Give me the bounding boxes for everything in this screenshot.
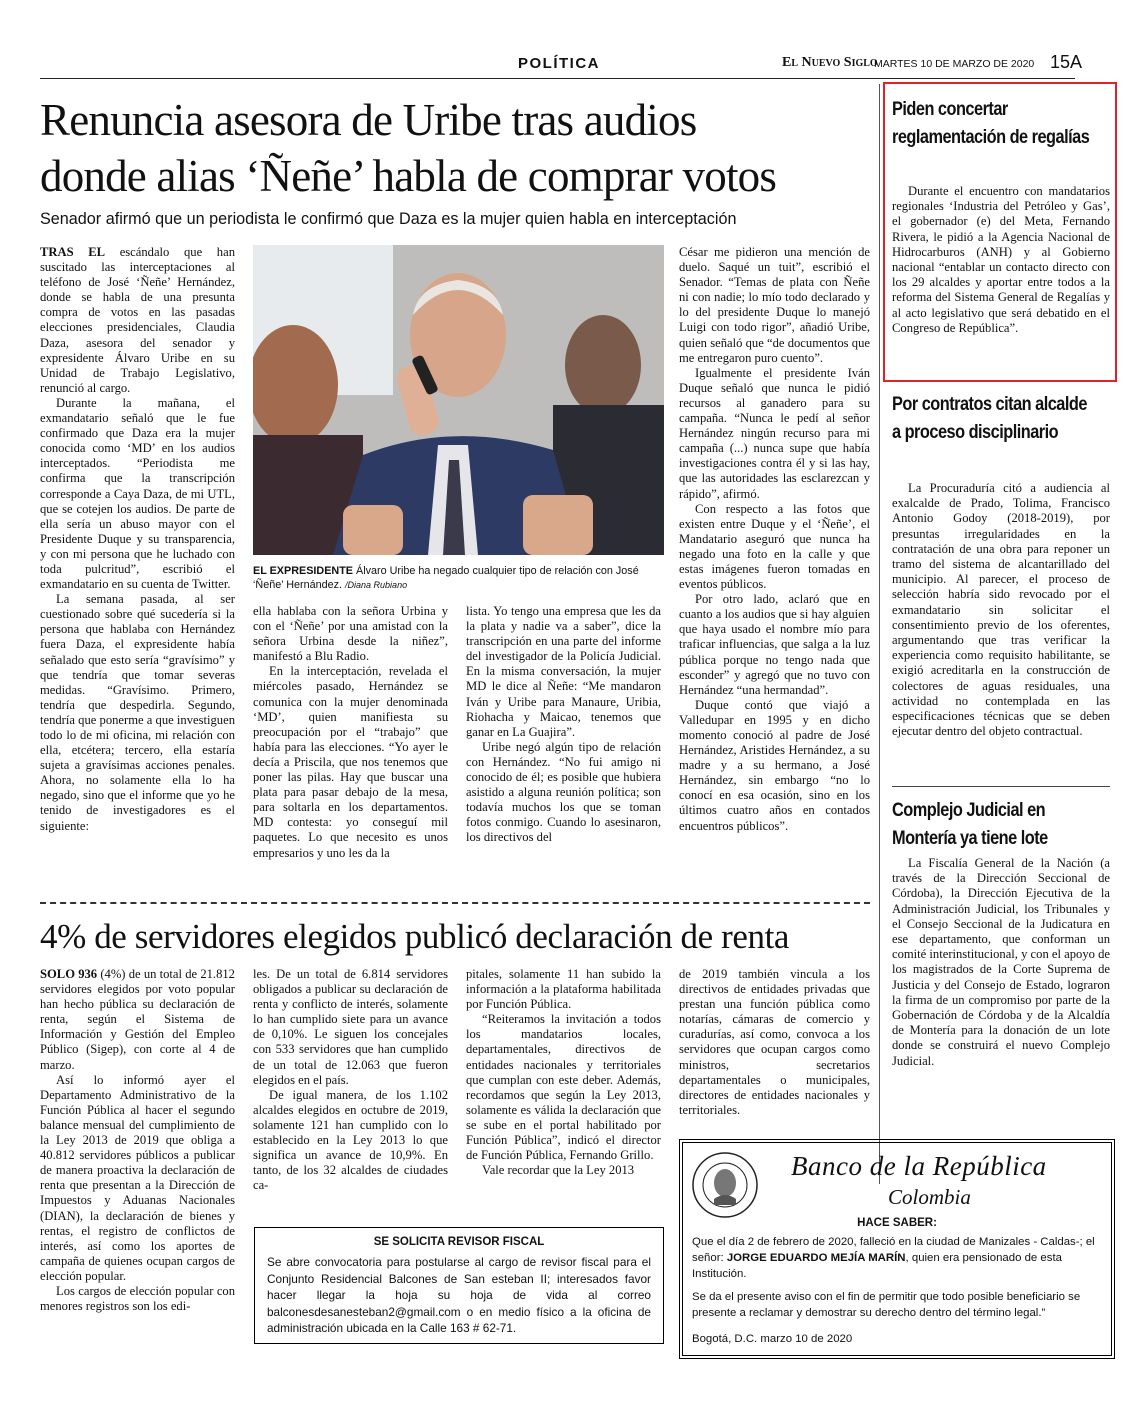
deceased-name: JORGE EDUARDO MEJÍA MARÍN — [726, 1252, 906, 1264]
sidebar-body-complejo — [892, 856, 1110, 1069]
paragraph: Vale recordar que la Ley 2013 — [482, 1163, 635, 1178]
banco-notice-1 — [692, 1234, 1102, 1282]
paragraph: Uribe negó algún tipo de relación con Hernández. “No fui amigo ni conocido de él; es posible que hubiera asistido a alguna reunión política; son todavía muchos los que se toman fotos conmigo. Cuando lo asesinaron, los directivos del — [466, 739, 661, 845]
notice-text: Que el día 2 de febrero de 2020, falleció en la ciudad de Manizales - Caldas-; el señor: — [692, 1236, 1095, 1264]
main-lead-word: TRAS EL — [40, 245, 106, 259]
paragraph: La Fiscalía General de la Nación (a través de la Dirección Seccional de Córdoba), la Dirección Ejecutiva de la Administración Judicial, los Tribunales y el Consejo Seccional de la Judicatura en ese departamento, que conforman un comité interinstitucional, y con el apoyo de los magistrados de la Corte Suprema de Justicia y del Consejo de Estado, lograron la firma de un compromiso por parte de la Gobernación de Córdoba y de la Alcaldía de Montería para la donación de un lote donde se construirá el nuevo Complejo Judicial. — [892, 856, 1110, 1068]
main-headline-line-1: Renuncia asesora de Uribe tras audios — [40, 95, 697, 145]
paragraph: lista. Yo tengo una empresa que les da la plata y nadie va a saber”, dice la transcripción en una parte del informe del investigador de la Policía Judicial. En la misma conversación, la mujer MD le dice al Ñeñe: “Me mandaron Iván y Uribe para Manaure, Uribia, Riohacha y Maicao, tenemos que ganar en La Guajira”. — [466, 604, 661, 739]
revisor-fiscal-ad — [254, 1227, 664, 1344]
seal-icon — [691, 1151, 759, 1219]
paragraph: Con respecto a las fotos que existen entre Duque y el ‘Ñeñe’, el Mandatario aseguró que nunca ha negado una foto en la calle y que estas imágenes fueron tomadas en eventos públicos. — [679, 501, 870, 592]
paragraph: Durante el encuentro con mandatarios regionales ‘Industria del Petróleo y Gas’, el gobernador (e) del Meta, Fernando Rivera, le pidió a la Agencia Nacional de Hidrocarburos (ANH) y al Gobierno nacional “entablar un contacto directo con los 29 alcaldes y aportar entre todos a la reforma del Sistema General de Regalías y al acto legislativo que será debatido en el Congreso de República”. — [892, 184, 1110, 335]
main-article-column-4 — [679, 245, 870, 834]
article-separator — [40, 902, 870, 904]
paragraph: Duque contó que viajó a Valledupar en 1995 y en dicho momento conoció al padre de José Hernández, Aristides Hernández, a su madre y a su hermano, a José Hernández, sin embargo “no lo conocí en esa ocasión, sino en los últimos cuatro años en contados encuentros públicos”. — [679, 697, 870, 833]
sidebar-divider — [879, 84, 880, 1184]
sidebar-title-complejo: Complejo Judicial en Montería ya tiene lote — [892, 800, 1048, 849]
page-number: 15A — [1050, 52, 1083, 72]
notice-text: , quien era pensionado de esta Institución. — [692, 1252, 1062, 1280]
paragraph: Por otro lado, aclaró que en cuanto a los audios que si hay alguien que haya usado el nombre mío para traficar influencias, que salga a la luz pública porque no tengo nada que esconder” y agregó que no tuvo con Hernández “una hermandad”. — [679, 592, 870, 697]
ad-body: Se abre convocatoria para postularse al cargo de revisor fiscal para el Conjunto Residencial Balcones de San esteban II; interesados favor hacer llegar la hoja su hoja de vida al correo balconesdesanesteban2@gmail.com o en medio físico a la oficina de administración ubicada en la Calle 163 # 62-71. — [267, 1255, 651, 1336]
banco-seal-logo — [691, 1151, 759, 1219]
paragraph: Durante la mañana, el exmandatario señaló que le fue confirmado que Daza era la mujer conocida como ‘MD’ en los audios interceptados. “Periodista me confirma que la transcripción corresponde a Caya Daza, de mi UTL, que se cotejen los audios. De parte de ella sería un abuso mayor con el Presidente Duque y su transparencia, y con mi persona que he luchado con toda pulcritud”, escribió el exmandatario en su cuenta de Twitter. — [40, 395, 235, 592]
second-article-column-2 — [253, 967, 448, 1193]
main-article-column-1 — [40, 245, 235, 834]
second-article-column-3 — [466, 967, 661, 1178]
second-headline: 4% de servidores elegidos publicó declaración de renta — [40, 917, 790, 956]
paragraph: Igualmente el presidente Iván Duque señaló que nunca le pidió recursos al ganadero para su campaña. “Nunca le pedí al señor Hernández ningún recurso para mi campaña (...) nunca supe que había investigaciones contra él y si las hay, que las autoridades las esclarezcan y rápido”, afirmó. — [679, 365, 870, 501]
sidebar-body-regalias — [892, 184, 1110, 336]
sidebar-title-regalias: Piden concertar reglamentación de regalías — [892, 99, 1090, 148]
banco-notice-2: Se da el presente aviso con el fin de permitir que todo posible beneficiario se presente a reclamar y demostrar su derecho dentro del término legal.” — [692, 1291, 1081, 1319]
paragraph: “Reiteramos la invitación a todos los mandatarios locales, departamentales, directivos de entidades nacionales y territoriales que cumplan con este deber. Además, recordamos que según la Ley 2013, solamente es válida la declaración que se sube en el portal habilitado por Función Pública”, indicó el director de Función Pública, Fernando Grillo. — [466, 1012, 661, 1163]
caption-text: Álvaro Uribe ha negado cualquier tipo de relación con José ‘Ñeñe’ Hernández. — [253, 565, 639, 591]
photo-illustration — [253, 245, 664, 555]
issue-date: MARTES 10 DE MARZO DE 2020 — [874, 58, 1035, 70]
paragraph: Los cargos de elección popular con menores registros son los edi- — [40, 1283, 235, 1314]
main-article-column-3 — [466, 604, 661, 846]
caption-lead: EL EXPRESIDENTE — [253, 565, 353, 577]
paragraph: Así lo informó ayer el Departamento Administrativo de la Función Pública al hacer el segundo balance mensual del cumplimiento de la Ley 2013 de 2019 que obliga a 40.812 servidores públicos a publicar de manera proactiva la declaración de renta que presentan a la Dirección de Impuestos y Aduanas Nacionales (DIAN), la declaración de bienes y rentas, el registro de conflictos de interés, así como los aportes de campaña de quienes ocupan cargos de elección popular. — [40, 1072, 235, 1283]
caption-credit: /Diana Rubiano — [345, 580, 408, 590]
main-subhead: Senador afirmó que un periodista le confirmó que Daza es la mujer quien habla en interceptación — [40, 210, 737, 228]
paragraph: les. De un total de 6.814 servidores obligados a publicar su declaración de renta y conflicto de interés, solamente lo han cumplido siete para un avance de 0,10%. Le siguen los concejales con 533 servidores que han cumplido de un total de 12.063 que fueron elegidos en el país. — [253, 967, 448, 1087]
header-rule — [40, 78, 1075, 79]
sidebar-separator — [892, 786, 1110, 787]
paragraph: En la interceptación, revelada el miércoles pasado, Hernández se comunica con la mujer denominada ‘MD’, quien manifiesta su preocupación por el “trabajo” que había para las elecciones. “Yo ayer le decía a Priscila, que nos tenemos que poner las pilas. Hay que buscar una plata para pasar debajo de la mesa, para soltarla en los departamentos. MD contesta: yo conseguí mil paquetes. Lo que necesito es unos empresarios y uno les da la — [253, 664, 448, 860]
paragraph: De igual manera, de los 1.102 alcaldes elegidos en octubre de 2019, solamente 121 han cumplido con lo establecido en la Ley 2013 lo que significa un avance de 10,9%. En tanto, de los 32 alcaldes de ciudades ca- — [253, 1087, 448, 1193]
paragraph: escándalo que han suscitado las interceptaciones al teléfono de José ‘Ñeñe’ Hernández, donde se habla de una presunta compra de votos en las pasadas elecciones presidenciales, Claudia Daza, asesora del senador y expresidente Álvaro Uribe en su Unidad de Trabajo Legislativo, renunció al cargo. — [40, 245, 235, 395]
paragraph: ella hablaba con la señora Urbina y con el ‘Ñeñe’ por una amistad con la señora Urbina desde la niñez”, manifestó a Blu Radio. — [253, 604, 448, 664]
paragraph: La semana pasada, al ser cuestionado sobre qué sucedería si la persona que hablaba con Hernández fuera Daza, el expresidente había señalado que esto sería “gravísimo” y que tendría que tomar severas medidas. “Gravísimo. Primero, tendría que despedirla. Segundo, tendría que ponerme a que investiguen todo lo de mi oficina, mi relación con ella, etcétera; tercero, ella estaría sujeta a gravísimas acciones penales. Ahora, no solamente ella lo ha negado, sino que el informe que yo he tenido de investigadores es el siguiente: — [40, 592, 235, 833]
banco-country: Colombia — [888, 1185, 971, 1209]
section-label: POLÍTICA — [518, 55, 600, 72]
paragraph: (4%) de un total de 21.812 servidores elegidos por voto popular han hecho pública su declaración de renta, según el Sistema de Información y Gestión del Empleo Público (Sigep), con corte al 4 de marzo. — [40, 967, 235, 1072]
banco-name: Banco de la República — [791, 1151, 1047, 1181]
uribe-photo — [253, 245, 664, 555]
second-lead-word: SOLO 936 — [40, 967, 98, 981]
second-article-column-4 — [679, 967, 870, 1118]
second-article-column-1 — [40, 967, 235, 1314]
banco-footer: Bogotá, D.C. marzo 10 de 2020 — [692, 1333, 853, 1345]
paragraph: César me pidieron una mención de duelo. Saqué un tuit”, escribió el Senador. “Temas de plata con Ñeñe ni con nadie; lo mío todo declarado y lo del presidente Duque lo manejó Luigi con todo rigor”, añadió Uribe, quien señaló que “de documentos que me entregaron puro cuento”. — [679, 245, 870, 365]
photo-caption — [253, 564, 664, 592]
sidebar-title-contratos: Por contratos citan alcalde a proceso disciplinario — [892, 394, 1087, 443]
banco-republica-ad — [679, 1139, 1115, 1359]
newspaper-name: El Nuevo Siglo — [782, 55, 878, 70]
paragraph: La Procuraduría citó a audiencia al exalcalde de Prado, Tolima, Francisco Antonio Godoy (2018-2019), por presuntas irregularidades en la contratación de una obra para reponer un tramo del sistema de alcantarillado del municipio. Al parecer, el proceso de selección habría sido revocado por el exmandatario sin solicitar el consentimiento previo de los oferentes, argumentando que tras verificar la experiencia como requisito habilitante, se exigió acreditarla en la construcción de colectores de aguas residuales, una actividad no contemplada en las especificaciones técnicas que se deben ejecutar dentro del objeto contractual. — [892, 481, 1110, 739]
ad-title: SE SOLICITA REVISOR FISCAL — [373, 1236, 545, 1248]
paragraph: de 2019 también vincula a los directivos de entidades privadas que prestan una función pública como notarías, cámaras de comercio y curadurías, así como, convoca a los servidores que ocupan cargos como ministros, secretarios departamentales o municipales, directores de entidades nacionales y territoriales. — [679, 967, 870, 1117]
main-article-column-2 — [253, 604, 448, 861]
paragraph: pitales, solamente 11 han subido la información a la plataforma habilitada por Función Pública. — [466, 967, 661, 1012]
main-headline-line-2: donde alias ‘Ñeñe’ habla de comprar votos — [40, 151, 777, 201]
hace-saber: HACE SABER: — [857, 1217, 937, 1229]
sidebar-body-contratos — [892, 481, 1110, 739]
